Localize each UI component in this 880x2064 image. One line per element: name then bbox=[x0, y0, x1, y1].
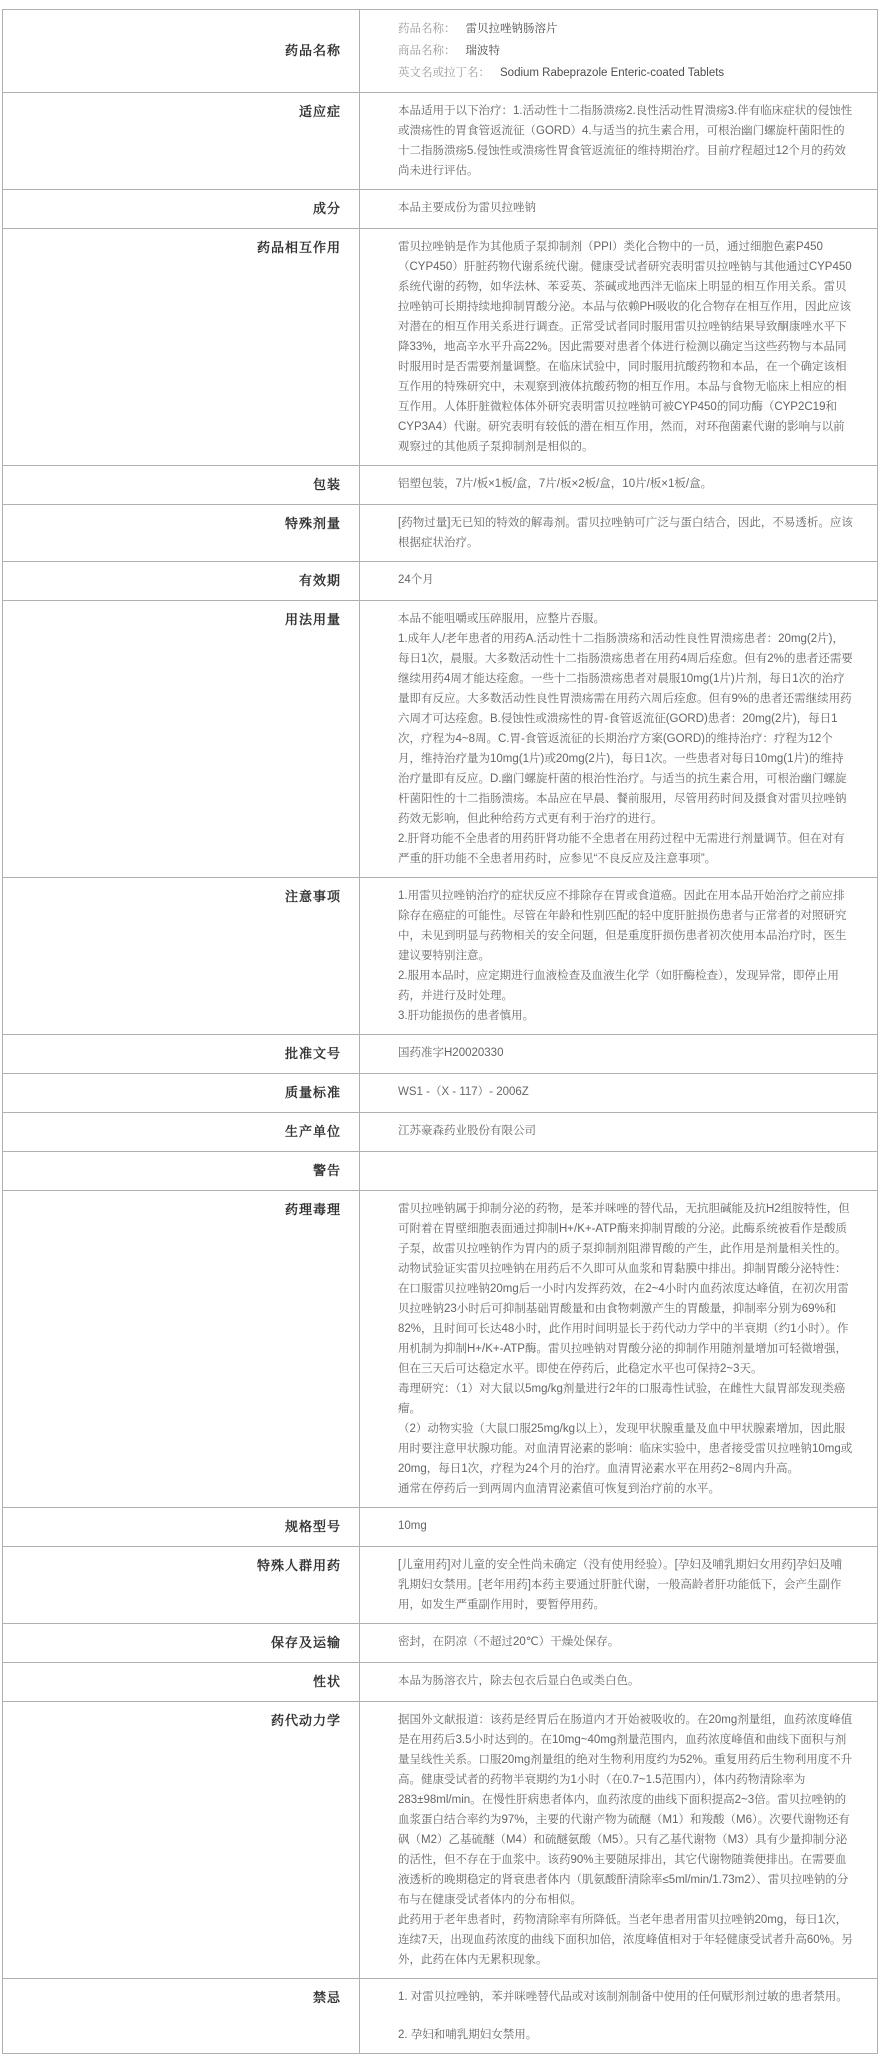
field-label: 英文名或拉丁名： bbox=[398, 67, 490, 79]
row-label-shelf-life: 有效期 bbox=[3, 562, 360, 600]
table-row-specification bbox=[3, 1508, 877, 1547]
row-label-drug-name: 药品名称 bbox=[3, 10, 360, 92]
field-value: Sodium Rabeprazole Enteric-coated Tablets bbox=[500, 67, 725, 79]
row-label-quality-standard: 质量标准 bbox=[3, 1074, 360, 1112]
paragraph: 密封，在阴凉（不超过20℃）干燥处保存。 bbox=[398, 1636, 620, 1648]
table-row-storage-transport bbox=[3, 1624, 877, 1663]
paragraph: 2.肝肾功能不全患者的用药肝肾功能不全患者在用药过程中无需进行剂量调节。但在对有严重的肝功能不全患者用药时，应参见“不良反应及注意事项”。 bbox=[398, 833, 845, 865]
table-row-quality-standard bbox=[3, 1074, 877, 1113]
row-content-pharmacokinetics bbox=[360, 1702, 877, 1978]
field-line-drug-name-2 bbox=[398, 62, 853, 84]
row-label-specification: 规格型号 bbox=[3, 1508, 360, 1546]
table-row-indications bbox=[3, 93, 877, 190]
row-content-storage-transport bbox=[360, 1624, 877, 1662]
row-content-warning bbox=[360, 1152, 877, 1190]
field-value: 瑞波特 bbox=[465, 45, 500, 57]
paragraph: 据国外文献报道：该药是经胃后在肠道内才开始被吸收的。在20mg剂量组，血药浓度峰值是在用药后3.5小时达到的。在10mg~40mg剂量范围内，血药浓度峰值和曲线下面积与剂量呈线性关系。口服20mg剂量组的绝对生物利用度约为52%。重复用药后生物利用度不升高。健康受试者的药物半衰期约为1小时（在0.7~1.5范围内），体内药物清除率为283±98ml/min。在慢性肝病患者体内，血药浓度的曲线下面积提高2~3倍。雷贝拉唑钠的血浆蛋白结合率约为97%，主要的代谢产物为硫醚（M1）和羧酸（M6）。次要代谢物还有砜（M2）乙基硫醚（M4）和硫醚氨酸（M5）。只有乙基代谢物（M3）具有少量抑制分泌的活性，但不存在于血浆中。该药90%主要随尿排出，其它代谢物随粪便排出。在需要血液透析的晚期稳定的肾衰患者体内（肌氨酸酐清除率≤5ml/min/1.73m2）、雷贝拉唑钠的分布与在健康受试者体内的分布相似。 bbox=[398, 1714, 853, 1906]
row-label-special-populations: 特殊人群用药 bbox=[3, 1547, 360, 1623]
paragraph: 1.用雷贝拉唑钠治疗的症状反应不排除存在胃或食道癌。因此在用本品开始治疗之前应排除存在癌症的可能性。尽管在年龄和性别匹配的轻中度肝脏损伤患者与正常者的对照研究中，未见到明显与药物相关的安全问题，但是重度肝损伤患者初次使用本品治疗时，医生建议要特别注意。 bbox=[398, 890, 847, 962]
field-label: 药品名称： bbox=[398, 23, 456, 35]
row-label-storage-transport: 保存及运输 bbox=[3, 1624, 360, 1662]
field-line-drug-name-0 bbox=[398, 18, 853, 40]
row-content-shelf-life bbox=[360, 562, 877, 600]
row-content-packaging bbox=[360, 466, 877, 504]
paragraph: 本品主要成份为雷贝拉唑钠 bbox=[398, 202, 536, 214]
paragraph: 此药用于老年患者时，药物清除率有所降低。当老年患者用雷贝拉唑钠20mg，每日1次，连续7天，出现血药浓度的曲线下面积加倍，浓度峰值相对于年轻健康受试者升高60%。另外，此药在体内无累积现象。 bbox=[398, 1914, 853, 1966]
paragraph: 1. 对雷贝拉唑钠，苯并咪唑替代品或对该制剂制备中使用的任何赋形剂过敏的患者禁用。 bbox=[398, 1991, 848, 2003]
paragraph: （2）动物实验（大鼠口服25mg/kg以上），发现甲状腺重量及血中甲状腺素增加，因此服用时要注意甲状腺功能。对血清胃泌素的影响：临床实验中，患者接受雷贝拉唑钠10mg或20mg，每日1次，疗程为24个月的治疗。血清胃泌素水平在用药2~8周内升高。 bbox=[398, 1423, 853, 1475]
row-content-contraindications bbox=[360, 1979, 877, 2053]
paragraph: [儿童用药]对儿童的安全性尚未确定（没有使用经验）。[孕妇及哺乳期妇女用药]孕妇及哺乳期妇女禁用。[老年用药]本药主要通过肝脏代谢，一般高龄者肝功能低下，会产生副作用，如发生严重副作用时，要暂停用药。 bbox=[398, 1559, 843, 1611]
field-label: 商品名称： bbox=[398, 45, 456, 57]
row-content-drug-interactions bbox=[360, 229, 877, 465]
row-label-pharmacology-toxicology: 药理毒理 bbox=[3, 1191, 360, 1507]
paragraph: 24个月 bbox=[398, 574, 434, 586]
table-row-special-populations bbox=[3, 1547, 877, 1624]
paragraph: 本品不能咀嚼或压碎服用，应整片吞服。 bbox=[398, 613, 605, 625]
row-content-description bbox=[360, 1663, 877, 1701]
paragraph: 通常在停药后一到两周内血清胃泌素值可恢复到治疗前的水平。 bbox=[398, 1483, 720, 1495]
row-label-approval-number: 批准文号 bbox=[3, 1035, 360, 1073]
table-row-description bbox=[3, 1663, 877, 1702]
table-row-packaging bbox=[3, 466, 877, 505]
row-label-dosage-administration: 用法用量 bbox=[3, 601, 360, 877]
paragraph: [药物过量]无已知的特效的解毒剂。雷贝拉唑钠可广泛与蛋白结合，因此，不易透析。应该根据症状治疗。 bbox=[398, 517, 853, 549]
row-content-special-dosage bbox=[360, 505, 877, 561]
paragraph: 2. 孕妇和哺乳期妇女禁用。 bbox=[398, 2029, 538, 2041]
table-row-manufacturer bbox=[3, 1113, 877, 1152]
row-content-quality-standard bbox=[360, 1074, 877, 1112]
paragraph: 2.服用本品时，应定期进行血液检查及血液生化学（如肝酶检查），发现异常，即停止用药，并进行及时处理。 bbox=[398, 970, 839, 1002]
row-content-special-populations bbox=[360, 1547, 877, 1623]
table-row-dosage-administration bbox=[3, 601, 877, 878]
paragraph: 雷贝拉唑钠属于抑制分泌的药物，是苯并咪唑的替代品，无抗胆碱能及抗H2组胺特性，但可附着在胃壁细胞表面通过抑制H+/K+-ATP酶来抑制胃酸的分泌。此酶系统被看作是酸质子泵，故雷贝拉唑钠作为胃内的质子泵抑制剂阻滞胃酸的产生，此作用是剂量相关性的。动物试验证实雷贝拉唑钠在用药后不久即可从血浆和胃黏膜中排出。抑制胃酸分泌特性：在口服雷贝拉唑钠20mg后一小时内发挥药效，在2~4小时内血药浓度达峰值，在初次用雷贝拉唑钠23小时后可抑制基础胃酸量和由食物刺激产生的胃酸量，抑制率分别为69%和82%，且时间可长达48小时，此作用时间明显长于药代动力学中的半衰期（约1小时）。作用机制为抑制H+/K+-ATP酶。雷贝拉唑钠对胃酸分泌的抑制作用随剂量增加可轻微增强，但在三天后可达稳定水平。即使在停药后，此稳定水平也可保持2~3天。 bbox=[398, 1203, 850, 1375]
table-row-pharmacology-toxicology bbox=[3, 1191, 877, 1508]
paragraph: 毒理研究：（1）对大鼠以5mg/kg剂量进行2年的口服毒性试验，在雌性大鼠胃部发现类癌瘤。 bbox=[398, 1383, 846, 1415]
paragraph: 10mg bbox=[398, 1520, 427, 1532]
table-row-composition bbox=[3, 190, 877, 229]
row-content-manufacturer bbox=[360, 1113, 877, 1151]
row-label-packaging: 包装 bbox=[3, 466, 360, 504]
table-row-pharmacokinetics bbox=[3, 1702, 877, 1979]
row-label-description: 性状 bbox=[3, 1663, 360, 1701]
row-label-precautions: 注意事项 bbox=[3, 878, 360, 1034]
table-row-approval-number bbox=[3, 1035, 877, 1074]
paragraph: 3.肝功能损伤的患者慎用。 bbox=[398, 1010, 535, 1022]
paragraph: 铝塑包装，7片/板×1板/盒，7片/板×2板/盒，10片/板×1板/盒。 bbox=[398, 478, 713, 490]
row-label-drug-interactions: 药品相互作用 bbox=[3, 229, 360, 465]
row-content-approval-number bbox=[360, 1035, 877, 1073]
row-content-indications bbox=[360, 93, 877, 189]
row-content-composition bbox=[360, 190, 877, 228]
paragraph: 1.成年人/老年患者的用药A.活动性十二指肠溃疡和活动性良性胃溃疡患者：20mg(2片)，每日1次，晨服。大多数活动性十二指肠溃疡患者在用药4周后痊愈。但有2%的患者还需要继续用药4周才能达痊愈。一些十二指肠溃疡患者对晨服10mg(1片)片剂，每日1次的治疗量即有反应。大多数活动性良性胃溃疡需在用药六周后痊愈。但有9%的患者还需继续用药六周才可达痊愈。B.侵蚀性或溃疡性的胃-食管返流征(GORD)患者：20mg(2片)，每日1次，疗程为4~8周。C.胃-食管返流征的长期治疗方案(GORD)的维持治疗：疗程为12个月，维持治疗量为10mg(1片)或20mg(2片)，每日1次。一些患者对每日10mg(1片)的维持治疗量即有反应。D.幽门螺旋杆菌的根治性治疗。与适当的抗生素合用，可根治幽门螺旋杆菌阳性的十二指肠溃疡。本品应在早晨、餐前服用，尽管用药时间及摄食对雷贝拉唑钠药效无影响，但此种给药方式更有利于治疗的进行。 bbox=[398, 633, 853, 825]
table-row-drug-interactions bbox=[3, 229, 877, 466]
row-label-composition: 成分 bbox=[3, 190, 360, 228]
row-content-dosage-administration bbox=[360, 601, 877, 877]
row-label-indications: 适应症 bbox=[3, 93, 360, 189]
paragraph: WS1 -（X - 117）- 2006Z bbox=[398, 1086, 529, 1098]
row-content-drug-name bbox=[360, 10, 877, 92]
paragraph: 本品为肠溶衣片，除去包衣后显白色或类白色。 bbox=[398, 1675, 640, 1687]
row-label-pharmacokinetics: 药代动力学 bbox=[3, 1702, 360, 1978]
paragraph: 国药准字H20020330 bbox=[398, 1047, 504, 1059]
paragraph: 本品适用于以下治疗：1.活动性十二指肠溃疡2.良性活动性胃溃疡3.伴有临床症状的侵蚀性或溃疡性的胃食管返流征（GORD）4.与适当的抗生素合用，可根治幽门螺旋杆菌阳性的十二指肠溃疡5.侵蚀性或溃疡性胃食管返流征的维持期治疗。目前疗程超过12个月的药效尚未进行评估。 bbox=[398, 105, 853, 177]
drug-info-table bbox=[2, 9, 878, 2054]
row-label-contraindications: 禁忌 bbox=[3, 1979, 360, 2053]
field-value: 雷贝拉唑钠肠溶片 bbox=[465, 23, 558, 35]
table-row-precautions bbox=[3, 878, 877, 1035]
row-content-pharmacology-toxicology bbox=[360, 1191, 877, 1507]
paragraph: 雷贝拉唑钠是作为其他质子泵抑制剂（PPI）类化合物中的一员，通过细胞色素P450（CYP450）肝脏药物代谢系统代谢。健康受试者研究表明雷贝拉唑钠与其他通过CYP450系统代谢的药物，如华法林、苯妥英、茶碱或地西泮无临床上明显的相互作用关系。雷贝拉唑钠可长期持续地抑制胃酸分泌。本品与依赖PH吸收的化合物存在相互作用，因此应该对潜在的相互作用关系进行调查。正常受试者同时服用雷贝拉唑钠结果导致酮康唑水平下降33%，地高辛水平升高22%。因此需要对患者个体进行检测以确定当这些药物与本品同时服用时是否需要剂量调整。在临床试验中，同时服用抗酸药物和本品，在一个确定该相互作用的特殊研究中，未观察到液体抗酸药物的相互作用。本品与食物无临床上相应的相互作用。人体肝脏微粒体体外研究表明雷贝拉唑钠可被CYP450的同功酶（CYP2C19和CYP3A4）代谢。研究表明有较低的潜在相互作用，然而，对环孢菌素代谢的影响与以前观察过的其他质子泵抑制剂是相似的。 bbox=[398, 241, 852, 453]
table-row-drug-name bbox=[3, 10, 877, 93]
table-row-warning bbox=[3, 1152, 877, 1191]
table-row-special-dosage bbox=[3, 505, 877, 562]
row-label-manufacturer: 生产单位 bbox=[3, 1113, 360, 1151]
paragraph: 江苏豪森药业股份有限公司 bbox=[398, 1125, 536, 1137]
row-content-precautions bbox=[360, 878, 877, 1034]
field-line-drug-name-1 bbox=[398, 40, 853, 62]
row-label-warning: 警告 bbox=[3, 1152, 360, 1190]
row-content-specification bbox=[360, 1508, 877, 1546]
table-row-shelf-life bbox=[3, 562, 877, 601]
row-label-special-dosage: 特殊剂量 bbox=[3, 505, 360, 561]
table-row-contraindications bbox=[3, 1979, 877, 2053]
